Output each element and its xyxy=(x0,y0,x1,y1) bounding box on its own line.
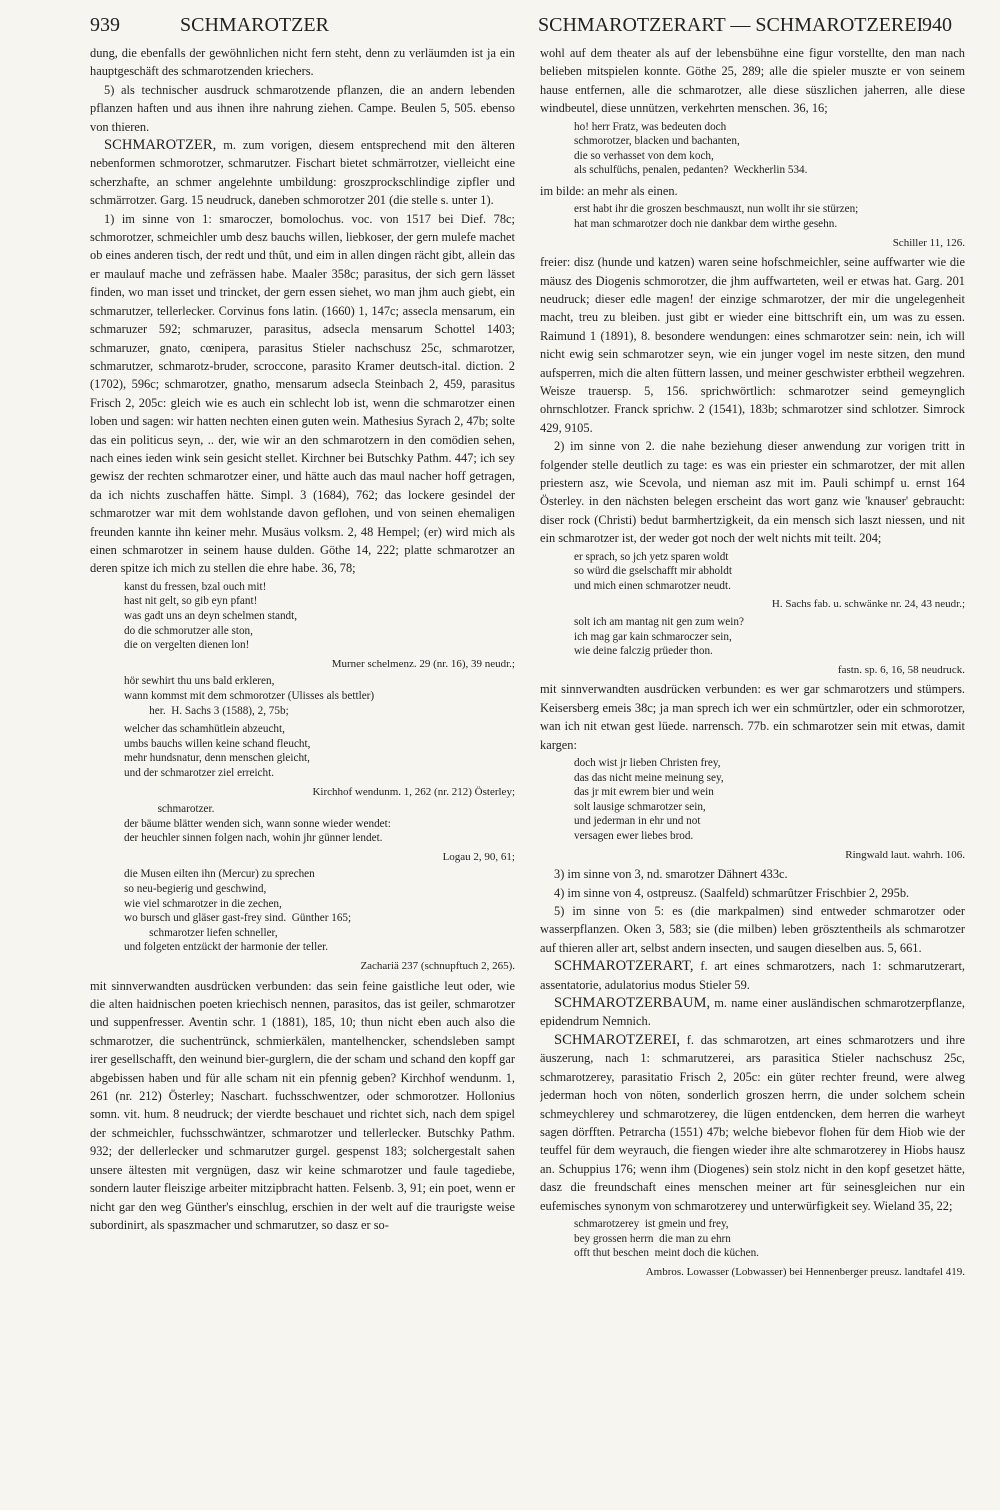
verse-line: solt lausige schmarotzer sein, xyxy=(574,800,706,813)
entry-paragraph xyxy=(540,865,965,883)
verse-quote xyxy=(574,615,965,659)
verse-quote xyxy=(574,202,965,231)
citation-source: fastn. sp. 6, 16, 58 neudruck. xyxy=(837,663,965,676)
verse-quote xyxy=(124,802,515,846)
right-column xyxy=(540,44,965,1499)
entry-paragraph xyxy=(540,957,965,994)
entry-paragraph xyxy=(90,977,515,1235)
headword: SCHMAROTZER, xyxy=(104,137,217,154)
citation-source: H. Sachs fab. u. schwänke nr. 24, 43 neudr.; xyxy=(771,598,965,611)
verse-line: versagen ewer liebes brod. xyxy=(574,830,694,843)
citation-source: Logau 2, 90, 61; xyxy=(442,850,515,863)
verse-quote xyxy=(574,550,965,594)
verse-line: die Musen eilten ihn (Mercur) zu sprechen xyxy=(124,868,315,881)
page-number-left: 939 xyxy=(90,14,120,36)
verse-line: hör sewhirt thu uns bald erkleren, xyxy=(124,675,275,688)
entry-paragraph xyxy=(540,902,965,957)
entry-paragraph xyxy=(90,81,515,136)
verse-line: schmarotzer liefen schneller, xyxy=(124,926,278,939)
entry-paragraph xyxy=(90,136,515,210)
verse-line: hast nit gelt, so gib eyn pfant! xyxy=(124,595,258,608)
entry-text: 4) im sinne von 4, ostpreusz. (Saalfeld) schmarûtzer Frischbier 2, 295b. xyxy=(554,885,910,900)
verse-line: als schulfüchs, penalen, pedanten? Weckherlin 534. xyxy=(574,164,808,177)
verse-quote xyxy=(124,722,515,780)
verse-line: das jr mit ewrem bier und wein xyxy=(574,786,714,799)
verse-quote xyxy=(124,867,515,955)
verse-line: bey grossen herrn die man zu ehrn xyxy=(574,1232,731,1245)
verse-line: her. H. Sachs 3 (1588), 2, 75b; xyxy=(124,704,289,717)
entry-text: 5) als technischer ausdruck schmarotzende pflanzen, die an andern lebenden pflanzen haften und aus ihnen ihre nahrung ziehen. Campe. Beulen 5, 505. ebenso von thieren. xyxy=(90,82,515,134)
entry-text: im bilde: an mehr als einen. xyxy=(540,184,678,198)
verse-line: ho! herr Fratz, was bedeuten doch xyxy=(574,120,727,133)
verse-line: er sprach, so jch yetz sparen woldt xyxy=(574,550,729,563)
verse-quote xyxy=(124,674,515,718)
verse-line: mehr hundsnatur, denn menschen gleicht, xyxy=(124,752,310,765)
verse-line: ich mag gar kain schmaroczer sein, xyxy=(574,630,732,643)
entry-paragraph xyxy=(540,182,965,200)
entry-paragraph xyxy=(540,680,965,754)
citation-source: Schiller 11, 126. xyxy=(892,236,965,249)
verse-line: schmorotzer, blacken und bachanten, xyxy=(574,135,740,148)
headword: SCHMAROTZEREI, xyxy=(554,1031,681,1048)
verse-line: so neu-begierig und geschwind, xyxy=(124,883,267,896)
entry-paragraph xyxy=(540,884,965,902)
verse-line: welcher das schamhütlein abzeucht, xyxy=(124,723,285,736)
verse-line: erst habt ihr die groszen beschmauszt, nun wollt ihr sie stürzen; xyxy=(574,203,859,216)
entry-paragraph xyxy=(540,437,965,547)
verse-line: do die schmorutzer alle ston, xyxy=(124,624,253,637)
verse-line: das das nicht meine meinung sey, xyxy=(574,771,724,784)
verse-line: schmarotzer. xyxy=(124,803,215,816)
verse-line: wie deine falczig prüeder thon. xyxy=(574,645,713,658)
verse-line: wo bursch und gläser gast-frey sind. Günther 165; xyxy=(124,912,352,925)
verse-line: und jederman in ehr und not xyxy=(574,815,701,828)
verse-line: und der schmarotzer ziel erreicht. xyxy=(124,766,275,779)
entry-paragraph xyxy=(540,44,965,118)
entry-text: 1) im sinne von 1: smaroczer, bomolochus. voc. von 1517 bei Dief. 78c; schmorotzer, schmeichler umb desz bauchs willen, liebkoser, der gern mulefe machet ob eines anderen tisch, der redt und thût, und eim in allen dingen rächt gibt, allein das er maulauf mache und zefrässen habe. Maaler 358c; parasitus, der sich gern lässet finden, wo man isset und trincket, der gern essen siehet, wo man jhm auch giebt, ein schmarutzer, tellerlecker. Corvinus fons latin. (1660) 1, 147c; assecla mensarum, ein schmaruzer 592; schmaruzer, parasitus, adsecla mensarum Schottel 1403; schmaruzer, gnato, cœnipera, parasitus Stieler nachschusz 25c, schmarotzer, schmarutzer, schmarotz-bruder, scroccone, parasito Kramer deutsch-ital. diction. 2 (1702), 596c; schmarotzer, gnatho, mensarum adsecla Steinbach 2, 459, parasitus Frisch 2, 205c: gleich wie es auch ein schlecht lob ist, wenn die schmarotzer einen loben und sagen: wir hatten nechten einen guten wein. Mathesius Syrach 2, 47b; solte das ein politicus seyn, .. der, wie wir an den schmarotzern in den comödien sehen, nach eines ieden wink sein gesicht stellet. Kirchner bei Butschky Pathm. 447; ich sey gewisz der rechten schmarotzer einer, und hätte auch das maul nacher hoff getragen, da ich nichts zuschaffen hätte. Simpl. 3 (1684), 762; das lockere gesindel der schmarotzer war mit dem wohlstande davon geflohen, und von seinen ehemaligen freunden kannte ihn keiner mehr. Musäus volksm. 2, 48 Hempel; (er) wird mich als einen schmarotzer in seinem hause dulden. Göthe 14, 222; platte schmarotzer an deren spitze ich mich zu stellen die ehre habe. 36, 78; xyxy=(90,211,515,576)
left-column xyxy=(90,44,515,1499)
entry-paragraph xyxy=(90,44,515,81)
verse-line: wann kommst mit dem schmorotzer (Ulisses als bettler) xyxy=(124,689,375,702)
verse-line: solt ich am mantag nit gen zum wein? xyxy=(574,616,744,629)
citation-source: Kirchhof wendunm. 1, 262 (nr. 212) Österley; xyxy=(312,785,515,798)
verse-line: doch wist jr lieben Christen frey, xyxy=(574,757,721,770)
verse-line: so würd die gselschafft mir abholdt xyxy=(574,565,732,578)
entry-paragraph xyxy=(540,994,965,1031)
verse-line: schmarotzerey ist gmein und frey, xyxy=(574,1217,729,1230)
headword: SCHMAROTZERART, xyxy=(554,958,694,975)
verse-line: und mich einen schmarotzer neudt. xyxy=(574,579,731,592)
entry-text: mit sinnverwandten ausdrücken verbunden: das sein feine gaistliche leut oder, wie die alten haidnischen poeten kriechisch nennen, parasitos, das ist geiler, schmarotzer und suppenfresser. Aventin schr. 1 (1881), 185, 10; thun nicht eben auch also die schmarotzer, die suchentrünck, schmierkälen, mantelhencker, schendsleben sampt irer gesellschafft, den weinund bier-gurglern, die der scham und schand den kopff gar abgebissen haben und für alle scham nit ein pfennig geben? Kirchhof wendunm. 1, 261 (nr. 212) Österley; Naschart. fuchsschwentzer, oder schmorotzer. Hollonius somn. vit. hum. 8 neudruck; der vierdte beschauet und richtet sich, nach dem spigel der schmeichler, fuchsschwäntzer, schmarotzer und tellerlecker. Butschky Pathm. 932; der dellerlecker und schmarutzer gurgel. gespenst 183; solchergestalt sahen unsere ältesten mit vergnügen, dasz wir keine schmarotzer und faule tagediebe, sondern lauter fleiszige arbeiter mitzipbracht hatten. Felsenb. 3, 91; ein poet, wenn er nicht gar den weg Günther's einschlug, erschien in der welt auf die traurigste weise subordinirt, als spaszmacher und schmarutzer, so dasz er so- xyxy=(90,978,515,1232)
running-title-left: SCHMAROTZER xyxy=(180,14,329,36)
verse-quote xyxy=(574,1217,965,1261)
entry-text: dung, die ebenfalls der gewöhnlichen nicht fern steht, denn zu verläumden ist ja ein hauptgeschäft des schmarotzenden kriechers. xyxy=(90,46,515,79)
entry-text: 2) im sinne von 2. die nahe beziehung dieser anwendung zur vorigen tritt in folgender stelle deutlich zu tage: es was ein priester ein schmarotzer, der mit allen priestern asz, wie Scevola, und nieman asz mit im. Pauli schimpf u. ernst 164 Österley. in den nächsten belegen erscheint das wort ganz wie 'knauser' gebraucht: diser rock (Christi) bedut barmhertzigkeit, da ein mensch sich laszt niessen, und nit ein schmarotzer ist, der weder got noch der welt nichts mit teilt. 204; xyxy=(540,439,965,546)
verse-line: und folgeten entzückt der harmonie der teller. xyxy=(124,941,329,954)
citation-source: Ambros. Lowasser (Lobwasser) bei Hennenberger preusz. landtafel 419. xyxy=(645,1265,965,1278)
verse-line: umbs bauchs willen keine schand fleucht, xyxy=(124,737,311,750)
headword: SCHMAROTZERBAUM, xyxy=(554,995,711,1012)
verse-line: der bäume blätter wenden sich, wann sonne wieder wendet: xyxy=(124,817,391,830)
verse-quote xyxy=(574,120,965,178)
running-title-right: SCHMAROTZERART — SCHMAROTZEREI xyxy=(538,14,924,36)
entry-text: m. zum vorigen, diesem entsprechend mit den älteren nebenformen schmorotzer, schmarutzer. Fischart bietet schmärrotzer, vielleicht eine scherzhafte, an schmer angelehnte umbildung: groszprockschlindige zipfler und schmärrotzer. Garg. 15 neudruck, daneben schmorotzer 201 (die stelle s. unter 1). xyxy=(90,138,515,208)
entry-paragraph xyxy=(90,210,515,578)
entry-paragraph xyxy=(540,1031,965,1215)
verse-line: wie viel schmarotzer in die zechen, xyxy=(124,897,282,910)
verse-quote xyxy=(124,580,515,653)
verse-line: die on vergelten dienen lon! xyxy=(124,639,250,652)
entry-text: m. name einer ausländischen schmarotzerpflanze, epidendrum Nemnich. xyxy=(540,996,965,1029)
verse-line: der heuchler sinnen folgen nach, wohin jhr günner lendet. xyxy=(124,832,383,845)
verse-line: hat man schmarotzer doch nie dankbar dem wirthe gesehn. xyxy=(574,218,838,230)
citation-source: Ringwald laut. wahrh. 106. xyxy=(845,848,965,861)
verse-line: die so verhasset von dem koch, xyxy=(574,149,714,162)
entry-text: f. das schmarotzen, art eines schmarotzers und ihre äuszerung, nach 1: schmarutzerei, ars parasitica Stieler nachschusz 25c, schmarotzerey, parasitatio Frisch 2, 205c: ein güter rechter freund, were alweg jederman hoch von nöten, sonderlich groszen herrn, die under solchem schein schmeychlerey und schmarotzerey, die lügen entdencken, dem herren die warheyt sagen dörfften. Petrarcha (1551) 47b; welche biebevor flohen für dem Hiob wie der teuffel für dem weyrauch, die fiengen wieder ihre alte schmarotzerey in Hiobs hausz an. Schuppius 176; wenn ihm (Diogenes) sein stolz nicht in den kopf gesetzet hätte, dasz die freundschaft eines menschen meiner art für seinesgleichen nur ein eufemisches synonym von schmarotzerey und unterwürfigkeit sey. Wieland 35, 22; xyxy=(540,1032,965,1213)
entry-paragraph xyxy=(540,253,965,437)
entry-text: freier: disz (hunde und katzen) waren seine hofschmeichler, seine auffwarter wie die mäusz des Diogenis schmorotzer, die jhm auffwarteten, weil er etwas hat. Garg. 201 neudruck; dieser edle magen! der einzige schmarotzer, der mir die ungelegenheit macht, treu zu bleiben. just gibt er wieder eine bittschrift ein, um was zu essen. Raimund 1 (1891), 8. besondere wendungen: eines schmarotzer sein: nein, ich will nicht ewig sein schmarotzer seyn, wie ein junger vogel im neste sitzen, den mund aufsperren, mich die alten füttern lassen, und meiner geschwister erbtheil wegzehren. Weisze trauersp. 5, 156. sprichwörtlich: schmarotzer seind gemeynglich ohrnschlotzer. Franck sprichw. 2 (1541), 183b; schmarotzer sind schlotzer. Simrock 429, 9105. xyxy=(540,255,965,435)
verse-line: was gadt uns an deyn schelmen standt, xyxy=(124,609,298,622)
verse-line: kanst du fressen, bzal ouch mit! xyxy=(124,580,267,593)
verse-line: offt thut beschen meint doch die küchen. xyxy=(574,1247,759,1260)
entry-text: f. art eines schmarotzers, nach 1: schmarutzerart, assentatorie, adulatorius modus Stieler 59. xyxy=(540,959,965,992)
entry-text: 5) im sinne von 5: es (die markpalmen) sind entweder schmarotzer oder wasserpflanzen. Oken 3, 583; sie (die milben) leben grösztentheils als schmarotzer auf thieren aller art, selbst andern insecten, und saugen dieselben aus. 5, 661. xyxy=(540,904,965,955)
entry-text: 3) im sinne von 3, nd. smarotzer Dähnert 433c. xyxy=(554,867,788,882)
verse-quote xyxy=(574,756,965,844)
page-header xyxy=(0,14,1000,44)
citation-source: Murner schelmenz. 29 (nr. 16), 39 neudr.; xyxy=(331,657,515,670)
citation-source: Zachariä 237 (schnupftuch 2, 265). xyxy=(360,960,515,973)
entry-text: wohl auf dem theater als auf der lebensbühne eine figur vorstellte, den man nach belieben mitspielen konnte. Göthe 25, 289; alle die spieler muszte er von seinem hause entfernen, alle die schmarotzer, alle diese süszlichen jaherren, alle diese windbeutel, diese unnützen, verkehrten menschen. 36, 16; xyxy=(540,46,965,116)
page-number-right: 940 xyxy=(922,14,952,36)
entry-text: mit sinnverwandten ausdrücken verbunden: es wer gar schmarotzers und stümpers. Keisersberg emeis 38c; ja man sprech ich wer ein schmürtzler, oder ein schmorotzer, wan ich nit etwan gest lüede. narrensch. 77b. ein schmarotzer sein mit etwas, damit kargen: xyxy=(540,682,965,752)
